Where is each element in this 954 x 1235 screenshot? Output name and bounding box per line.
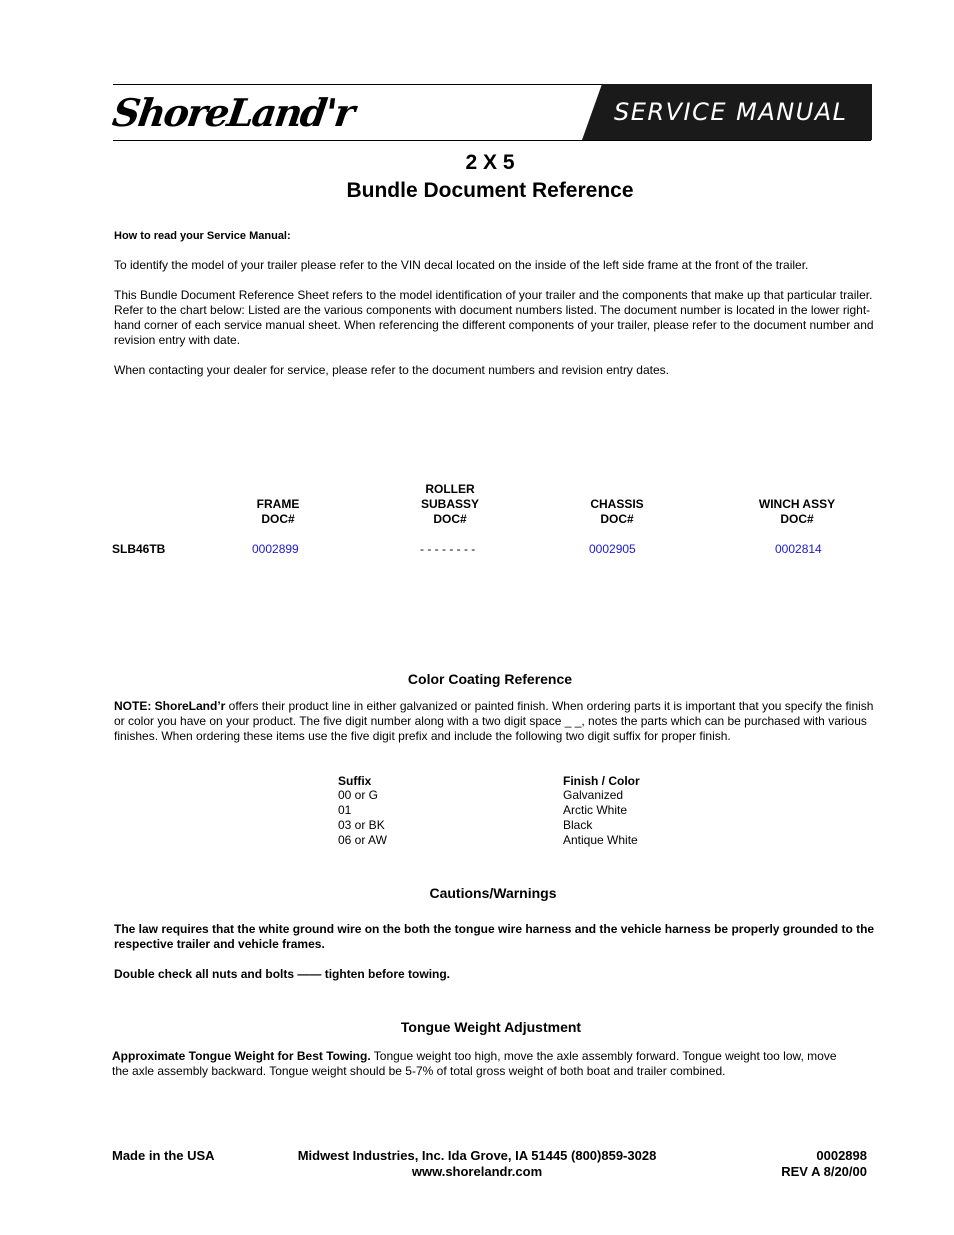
cautions-heading: Cautions/Warnings bbox=[429, 885, 557, 901]
finish-cell: Black bbox=[563, 818, 593, 832]
col-header-frame: FRAME DOC# bbox=[256, 497, 300, 526]
footer-doc-number: 0002898 bbox=[816, 1148, 867, 1163]
color-note: NOTE: ShoreLand’r offers their product line in either galvanized or painted finish. When ordering parts it is important that you specify the finish or color you have on your product. The five digit number along with a two digit space _ _, notes the parts which can be purchased with various finishes. When ordering these items use the five digit prefix and include the following two digit suffix for proper finish. bbox=[114, 699, 874, 743]
page-title-model: 2 X 5 bbox=[465, 151, 515, 174]
header-bottom-rule bbox=[113, 140, 871, 141]
intro-heading: How to read your Service Manual: bbox=[114, 230, 291, 242]
cautions-paragraph-2: Double check all nuts and bolts —— tighten before towing. bbox=[114, 967, 451, 981]
col-header-roller: ROLLER SUBASSY DOC# bbox=[420, 482, 479, 526]
footer-website: www.shorelandr.com bbox=[411, 1164, 543, 1179]
doc-link-frame[interactable]: 0002899 bbox=[252, 542, 299, 556]
tongue-weight-heading: Tongue Weight Adjustment bbox=[400, 1019, 582, 1035]
footer-revision: REV A 8/20/00 bbox=[781, 1164, 867, 1179]
finish-header: Finish / Color bbox=[563, 774, 640, 788]
col-header-chassis: CHASSIS DOC# bbox=[590, 497, 644, 526]
suffix-header: Suffix bbox=[338, 774, 372, 788]
color-coating-heading: Color Coating Reference bbox=[407, 671, 573, 687]
shorelandr-logo: ShoreLand'r bbox=[109, 90, 356, 135]
intro-paragraph-3: When contacting your dealer for service, please refer to the document numbers and revision entry dates. bbox=[114, 363, 669, 377]
finish-cell: Galvanized bbox=[563, 788, 624, 802]
tongue-weight-paragraph: Approximate Tongue Weight for Best Towing. Tongue weight too high, move the axle assembly forward. Tongue weight too low, move the axle assembly backward. Tongue weight should be 5-7% of total gross weight of both boat and trailer combined. bbox=[112, 1049, 837, 1078]
doc-link-chassis[interactable]: 0002905 bbox=[589, 542, 636, 556]
doc-value-roller: - - - - - - - - bbox=[420, 542, 476, 556]
suffix-cell: 06 or AW bbox=[338, 833, 387, 847]
page-title: Bundle Document Reference bbox=[346, 179, 634, 202]
finish-list bbox=[563, 788, 638, 848]
footer-company: Midwest Industries, Inc. Ida Grove, IA 51445 (800)859-3028 www.shorelandr.com bbox=[280, 1148, 674, 1180]
finish-cell: Antique White bbox=[563, 833, 638, 847]
footer-made-in: Made in the USA bbox=[112, 1148, 215, 1163]
finish-cell: Arctic White bbox=[563, 803, 628, 817]
banner-title: SERVICE MANUAL bbox=[614, 98, 848, 126]
suffix-cell: 03 or BK bbox=[338, 818, 385, 832]
suffix-cell: 00 or G bbox=[338, 788, 379, 802]
doc-link-winch[interactable]: 0002814 bbox=[775, 542, 822, 556]
cautions-paragraph-1: The law requires that the white ground wire on the both the tongue wire harness and the vehicle harness be properly grounded to the respective trailer and vehicle frames. bbox=[114, 922, 875, 951]
model-code: SLB46TB bbox=[112, 542, 166, 556]
intro-paragraph-2: This Bundle Document Reference Sheet refers to the model identification of your trailer and the components that make up that particular trailer. Refer to the chart below: Listed are the various components with document numbers listed. The document number is located in the lower right-hand corner of each service manual sheet. When referencing the different components of your trailer, please refer to the document number and revision entry with date. bbox=[114, 288, 874, 347]
suffix-list bbox=[338, 788, 387, 848]
footer-doc-info bbox=[740, 1148, 867, 1180]
suffix-cell: 01 bbox=[338, 803, 352, 817]
intro-paragraph-1: To identify the model of your trailer please refer to the VIN decal located on the inside of the left side frame at the front of the trailer. bbox=[114, 258, 809, 272]
col-header-winch: WINCH ASSY DOC# bbox=[758, 497, 836, 526]
